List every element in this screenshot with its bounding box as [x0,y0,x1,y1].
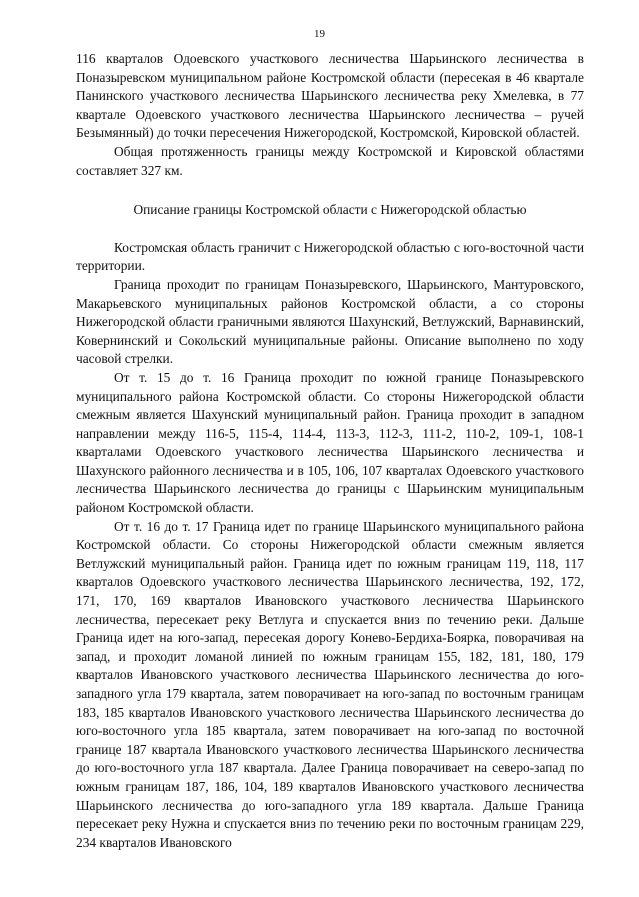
paragraph: От т. 15 до т. 16 Граница проходит по южной границе Поназыревского муниципального района Костромской области. Со стороны Нижегородской области смежным является Шахунский муниципальный район. Граница проходит в западном направлении между 116-5, 115-4, 114-4, 113-3, 112-3, 111-2, 110-2, 109-1, 108-1 кварталами Одоевского участкового лесничества Шарьинского лесничества и Шахунского районного лесничества и в 105, 106, 107 кварталах Одоевского участкового лесничества Шарьинского лесничества до границы с Шарьинским муниципальным районом Костромской области. [76,369,584,516]
section-heading: Описание границы Костромской области с Нижегородской областью [133,202,527,218]
paragraph: Костромская область граничит с Нижегородской областью с юго-восточной части территории. [76,239,584,274]
paragraph: 116 кварталов Одоевского участкового лесничества Шарьинского лесничества в Поназыревском муниципальном районе Костромской области (пересекая в 46 квартале Панинского участкового лесничества Шарьинского лесничества реку Хмелевка, в 77 квартале Одоевского участкового лесничества Шарьинского лесничества – ручей Безымянный) до точки пересечения Нижегородской, Костромской, Кировской областей. [76,51,584,141]
document-body [76,50,584,852]
paragraph: От т. 16 до т. 17 Граница идет по границе Шарьинского муниципального района Костромской области. Со стороны Нижегородской области смежным является Ветлужский муниципальный район. Граница идет по южным границам 119, 118, 117 кварталов Одоевского участкового лесничества Шарьинского лесничества, 192, 172, 171, 170, 169 кварталов Ивановского участкового лесничества Шарьинского лесничества, пересекает реку Ветлуга и спускается вниз по течению реки. Дальше Граница идет на юго-запад, пересекая дорогу Конево-Бердиха-Боярка, поворачивая на запад, и проходит ломаной линией по южным границам 155, 182, 181, 180, 179 кварталов Ивановского участкового лесничества Шарьинского лесничества до юго-западного угла 179 квартала, затем поворачивает на юго-запад по восточным границам 183, 185 кварталов Ивановского участкового лесничества Шарьинского лесничества до юго-восточного угла 185 квартала, затем поворачивает на юго-запад по восточной границе 187 квартала Ивановского участкового лесничества Шарьинского лесничества до юго-восточного угла 187 квартала. Далее Граница поворачивает на северо-запад по южным границам 187, 186, 104, 189 кварталов Ивановского участкового лесничества Шарьинского лесничества до юго-западного угла 189 квартала. Дальше Граница пересекает реку Нужна и спускается вниз по течению реки по восточным границам 229, 234 кварталов Ивановского [76,518,584,850]
paragraph: Общая протяженность границы между Костромской и Кировской областями составляет 327 км. [76,143,584,178]
paragraph: Граница проходит по границам Поназыревского, Шарьинского, Мантуровского, Макарьевского муниципальных районов Костромской области, а со стороны Нижегородской области граничными являются Шахунский, Ветлужский, Варнавинский, Ковернинский и Сокольский муниципальные районы. Описание выполнено по ходу часовой стрелки. [76,276,584,367]
page-number: 19 [314,28,325,40]
